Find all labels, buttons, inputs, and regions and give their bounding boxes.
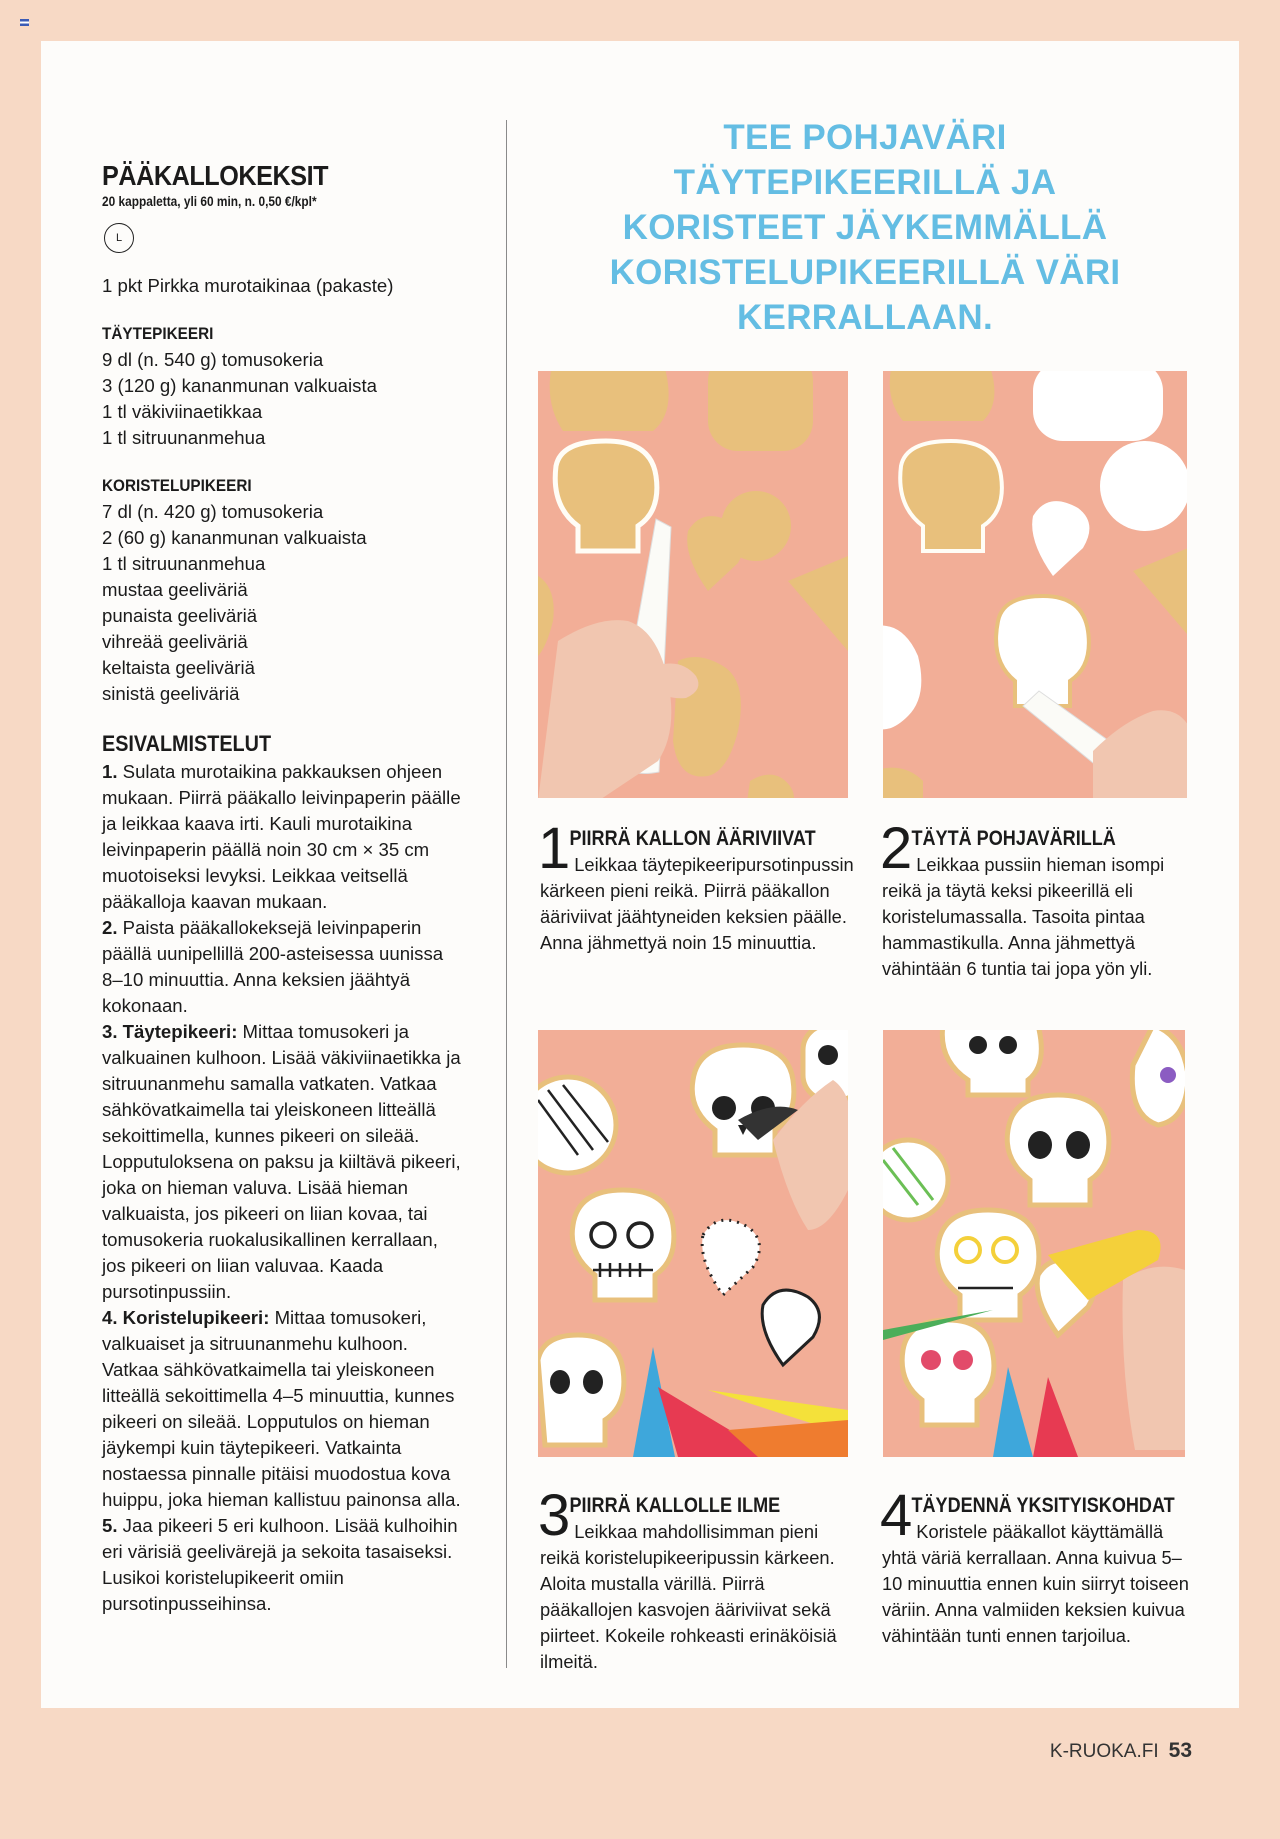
prep-step-lead: 5. xyxy=(102,1515,118,1536)
section-heading-koristelupikeeri: KORISTELUPIKEERI xyxy=(102,476,252,495)
step-text: Leikkaa pussiin hieman isompi reikä ja täytä keksi pikeerillä eli koristelumassalla. Tasoita pintaa hammastikulla. Anna jähmettyä vähintään 6 tuntia tai jopa yön yli. xyxy=(882,854,1165,979)
section-heading-taytepikeeri: TÄYTEPIKEERI xyxy=(102,324,214,343)
headline xyxy=(520,115,1210,340)
page-number: 53 xyxy=(1168,1739,1192,1762)
recipe-title: PÄÄKALLOKEKSIT xyxy=(102,160,329,191)
column-divider xyxy=(506,120,507,1668)
ingredient-item: 1 tl sitruunanmehua xyxy=(102,427,266,448)
step-3 xyxy=(538,1483,860,1675)
headline-line: KORISTEET JÄYKEMMÄLLÄ xyxy=(622,208,1108,247)
ingredient-list-taytepikeeri xyxy=(102,347,462,451)
step-text: Leikkaa mahdollisimman pieni reikä koristelupikeeripussin kärkeen. Aloita mustalla värillä. Piirrä pääkallojen kasvojen ääriviivat sekä piirteet. Kokeile rohkeasti erinäköisiä ilmeitä. xyxy=(540,1521,837,1672)
step-number: 1 xyxy=(538,816,571,881)
step-4 xyxy=(880,1483,1202,1649)
ingredient-item: keltaista geeliväriä xyxy=(102,657,255,678)
step-title: PIIRRÄ KALLON ÄÄRIVIIVAT xyxy=(569,827,816,850)
lactose-free-badge: L xyxy=(104,223,134,253)
prep-step xyxy=(102,1019,462,1305)
step-number: 4 xyxy=(880,1483,913,1548)
prep-step-lead: 4. Koristelupikeeri: xyxy=(102,1307,270,1328)
ingredient-item: 1 tl väkiviinaetikkaa xyxy=(102,401,263,422)
ingredient-item: sinistä geeliväriä xyxy=(102,683,240,704)
headline-line: KERRALLAAN. xyxy=(736,298,994,337)
ingredient-item: 3 (120 g) kananmunan valkuaista xyxy=(102,375,377,396)
prep-step-text: Jaa pikeeri 5 eri kulhoon. Lisää kulhoihin eri värisiä geelivärejä ja sekoita tasaiseksi. Lusikoi koristelupikeerit omiin pursotinpusseihinsa. xyxy=(102,1515,458,1614)
language-flag-icon xyxy=(20,19,29,26)
prep-step-text: Sulata murotaikina pakkauksen ohjeen mukaan. Piirrä pääkallo leivinpaperin päälle ja leikkaa kaava irti. Kauli murotaikina leivinpaperin päällä noin 30 cm × 35 cm muotoiseksi levyksi. Leikkaa veitsellä pääkalloja kaavan mukaan. xyxy=(102,761,461,912)
icing-fill-illustration xyxy=(883,371,1187,798)
step-title: TÄYDENNÄ YKSITYISKOHDAT xyxy=(911,1494,1175,1517)
step-1 xyxy=(538,816,860,956)
ingredient-item: 9 dl (n. 540 g) tomusokeria xyxy=(102,349,324,370)
prep-steps xyxy=(102,759,462,1617)
prep-step xyxy=(102,915,462,1019)
step-text: Koristele pääkallot käyttämällä yhtä väriä kerrallaan. Anna kuivua 5–10 minuuttia ennen kuin siirryt toiseen väriin. Anna valmiiden keksien kuivua vähintään tunti ennen tarjoilua. xyxy=(882,1521,1189,1646)
prep-step-text: Paista pääkallokeksejä leivinpaperin päällä uunipellillä 200-asteisessa uunissa 8–10 minuuttia. Anna keksien jäähtyä kokonaan. xyxy=(102,917,444,1016)
step-3-photo xyxy=(538,1030,848,1457)
step-number: 3 xyxy=(538,1483,571,1548)
prep-step-lead: 2. xyxy=(102,917,118,938)
step-title: TÄYTÄ POHJAVÄRILLÄ xyxy=(911,827,1116,850)
prep-heading: ESIVALMISTELUT xyxy=(102,731,272,756)
prep-step-lead: 1. xyxy=(102,761,118,782)
ingredient-item: mustaa geeliväriä xyxy=(102,579,248,600)
recipe-meta: 20 kappaletta, yli 60 min, n. 0,50 €/kpl* xyxy=(102,194,317,209)
step-2-photo xyxy=(883,371,1187,798)
ingredient-item: punaista geeliväriä xyxy=(102,605,258,626)
skull-face-illustration xyxy=(538,1030,848,1457)
prep-step xyxy=(102,1513,462,1617)
skull-details-illustration xyxy=(883,1030,1185,1457)
headline-line: TEE POHJAVÄRI xyxy=(723,118,1007,157)
prep-step-lead: 3. Täytepikeeri: xyxy=(102,1021,238,1042)
ingredient-item: 1 tl sitruunanmehua xyxy=(102,553,266,574)
headline-line: KORISTELUPIKEERILLÄ VÄRI xyxy=(609,253,1121,292)
step-text: Leikkaa täytepikeeripursotinpussin kärkeen pieni reikä. Piirrä pääkallon ääriviivat jäähtyneiden keksien päälle. Anna jähmettyä noin 15 minuuttia. xyxy=(540,854,854,953)
ingredient-item: 2 (60 g) kananmunan valkuaista xyxy=(102,527,367,548)
ingredient-item: 7 dl (n. 420 g) tomusokeria xyxy=(102,501,324,522)
step-title: PIIRRÄ KALLOLLE ILME xyxy=(569,1494,781,1517)
prep-step-text: Mittaa tomusokeri, valkuaiset ja sitruunanmehu kulhoon. Vatkaa sähkövatkaimella tai yleiskoneen litteällä sekoittimella 4–5 minuuttia, kunnes pikeeri on sileää. Lopputulos on hieman jäykempi kuin täytepikeeri. Vatkainta nostaessa pinnalle pitäisi muodostua kova huippu, joka hieman kallistuu painonsa alla. xyxy=(102,1307,461,1510)
step-number: 2 xyxy=(880,816,913,881)
prep-step xyxy=(102,759,462,915)
piping-outline-illustration xyxy=(538,371,848,798)
dough-ingredient: 1 pkt Pirkka murotaikinaa (pakaste) xyxy=(102,275,394,296)
ingredient-item: vihreää geeliväriä xyxy=(102,631,248,652)
step-1-photo xyxy=(538,371,848,798)
prep-step-text: Mittaa tomusokeri ja valkuainen kulhoon. Lisää väkiviinaetikka ja sitruunanmehu samalla vatkaten. Vatkaa sähkövatkaimella tai yleiskoneen litteällä sekoittimella, kunnes pikeeri on sileää. Lopputuloksena on paksu ja kiiltävä pikeeri, joka on hieman valuva. Lisää hieman valkuaista, jos pikeeri on liian kovaa, tai tomusokeria ruokalusikallinen kerrallaan, jos pikeeri on liian valuvaa. Kaada pursotinpussiin. xyxy=(102,1021,461,1302)
step-2 xyxy=(880,816,1202,982)
page-footer xyxy=(1050,1739,1192,1763)
footer-site: K-RUOKA.FI xyxy=(1049,1741,1159,1762)
headline-line: TÄYTEPIKEERILLÄ JA xyxy=(673,163,1057,202)
step-4-photo xyxy=(883,1030,1185,1457)
prep-step xyxy=(102,1305,462,1513)
recipe-column xyxy=(102,161,462,1617)
ingredient-list-koristelupikeeri xyxy=(102,499,462,707)
